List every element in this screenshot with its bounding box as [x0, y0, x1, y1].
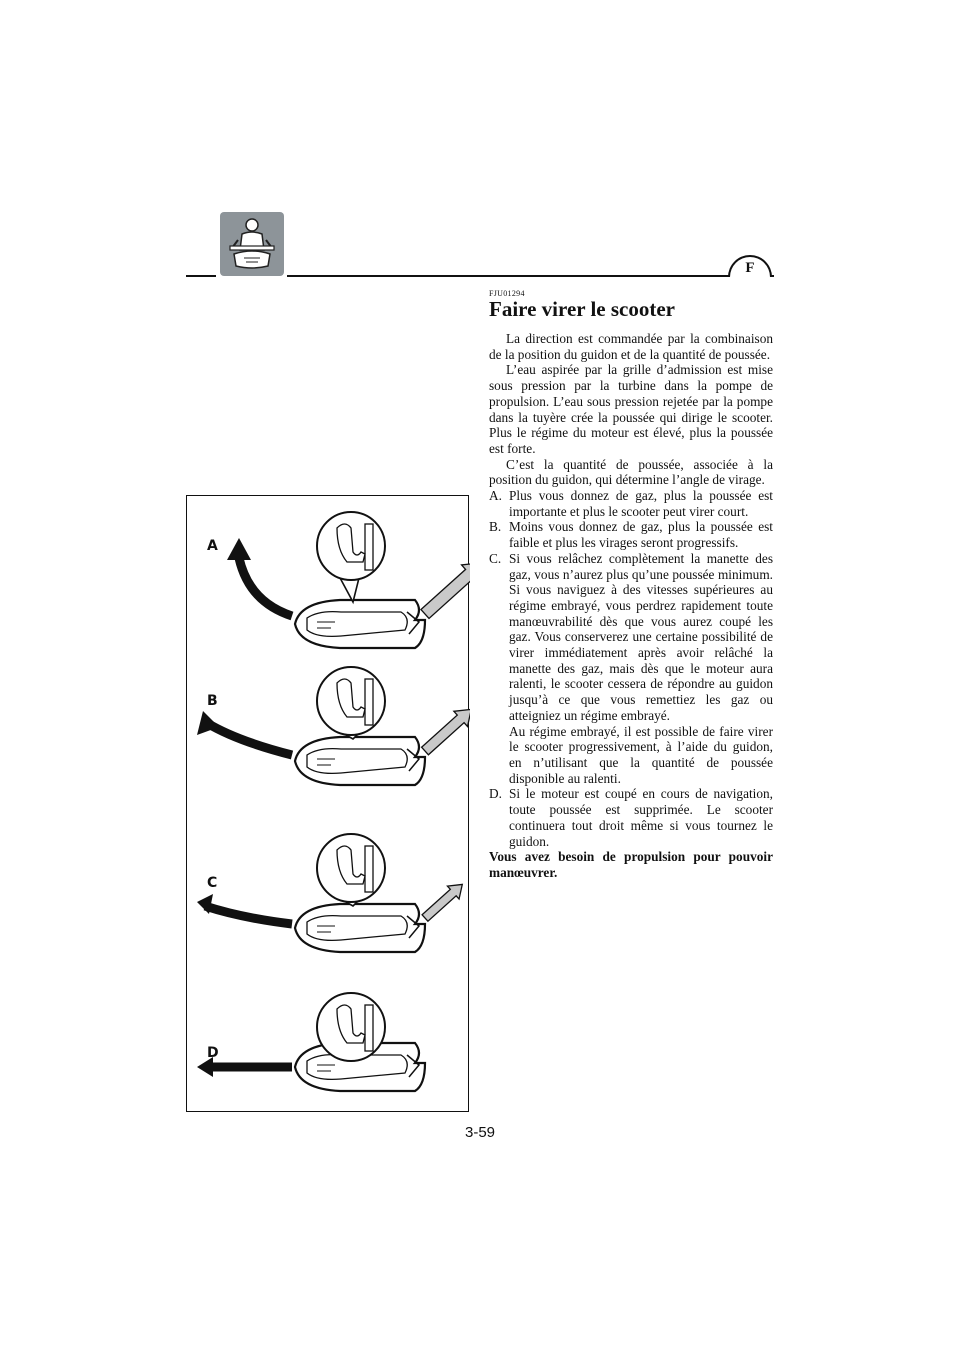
- throttle-detail-c: [317, 834, 385, 902]
- throttle-detail-a: [317, 512, 385, 580]
- turn-arrow-a: [239, 558, 292, 616]
- list-item-label: D.: [489, 786, 502, 802]
- final-note: Vous avez besoin de propulsion pour pouvoir manœuvrer.: [489, 849, 773, 880]
- thrust-arrow-a: [417, 554, 470, 623]
- list-item-text: Si vous relâchez complètement la manette des gaz, vous n’aurez plus qu’une poussée minimum. Si vous naviguez à des vitesses supérieures au régime embrayé, vous perdrez rapidement toute manœuvrabilité dès que vous aurez coupé les gaz. Vous conserverez une certaine possibilité de virer immédiatement après avoir relâché la manette des gaz, mais dès que le moteur aura ralenti, le scooter cessera de répondre au guidon jusqu’à ce que vous remettiez les gaz ou atteigniez un régime embrayé.: [509, 550, 773, 723]
- steering-illustration: [187, 496, 470, 1113]
- paragraph: C’est la quantité de poussée, associée à la position du guidon, qui détermine l’angle de virage.: [489, 456, 773, 488]
- thrust-arrow-c: [419, 878, 468, 925]
- list-item-extra: Au régime embrayé, il est possible de faire virer le scooter progressivement, à l’aide du guidon, en n’utilisant que la quantité de poussée disponible au ralenti.: [509, 723, 773, 786]
- steering-panel-b: [197, 667, 470, 785]
- steering-panel-d: [197, 993, 425, 1091]
- section-title: Faire virer le scooter: [489, 297, 675, 321]
- list-item: [489, 519, 773, 550]
- language-badge: F: [728, 255, 772, 277]
- throttle-detail-d: [317, 993, 385, 1061]
- steering-panel-a: [227, 512, 470, 648]
- thrust-arrow-b: [418, 702, 470, 759]
- figure-label-c: C: [207, 875, 218, 891]
- jet-ski-rider-icon: [220, 212, 284, 276]
- list-item-label: A.: [489, 488, 502, 504]
- steering-panel-c: [197, 834, 468, 952]
- list-item: [489, 551, 773, 787]
- body-text: [489, 331, 773, 881]
- list-item: [489, 488, 773, 519]
- paragraph: La direction est commandée par la combinaison de la position du guidon et de la quantité de poussée.: [489, 331, 773, 362]
- header-rule-right: [287, 275, 730, 277]
- figure-label-b: B: [207, 693, 218, 709]
- throttle-detail-b: [317, 667, 385, 735]
- scooter-hull-b: [295, 737, 425, 785]
- list-item: [489, 786, 773, 849]
- section-code: FJU01294: [489, 289, 525, 298]
- list-item-text: Plus vous donnez de gaz, plus la poussée est importante et plus le scooter peut virer court.: [509, 488, 773, 519]
- turn-arrowhead-a: [227, 538, 251, 560]
- scooter-hull-c: [295, 904, 425, 952]
- header-rule-left: [186, 275, 216, 277]
- figure-label-a: A: [207, 538, 218, 554]
- steering-figure: [186, 495, 469, 1112]
- page-number: 3-59: [464, 1124, 496, 1141]
- list-item-text: Moins vous donnez de gaz, plus la poussée est faible et plus les virages seront progressifs.: [509, 519, 773, 551]
- list-item-label: B.: [489, 519, 502, 535]
- list-item-text: Si le moteur est coupé en cours de navigation, toute poussée est supprimée. Le scooter continuera tout droit même si vous tournez le guidon.: [509, 786, 773, 849]
- list-item-label: C.: [489, 550, 502, 566]
- figure-label-d: D: [207, 1045, 219, 1061]
- scooter-hull-a: [295, 600, 425, 648]
- paragraph: L’eau aspirée par la grille d’admission est mise sous pression par la turbine dans la pompe de propulsion. L’eau sous pression rejetée par la pompe dans la tuyère crée la poussée qui dirige le scooter. Plus le régime du moteur est élevé, plus la poussée est forte.: [489, 362, 773, 456]
- steering-list: [489, 488, 773, 849]
- turn-arrow-c: [205, 906, 292, 924]
- turn-arrow-b: [207, 723, 292, 755]
